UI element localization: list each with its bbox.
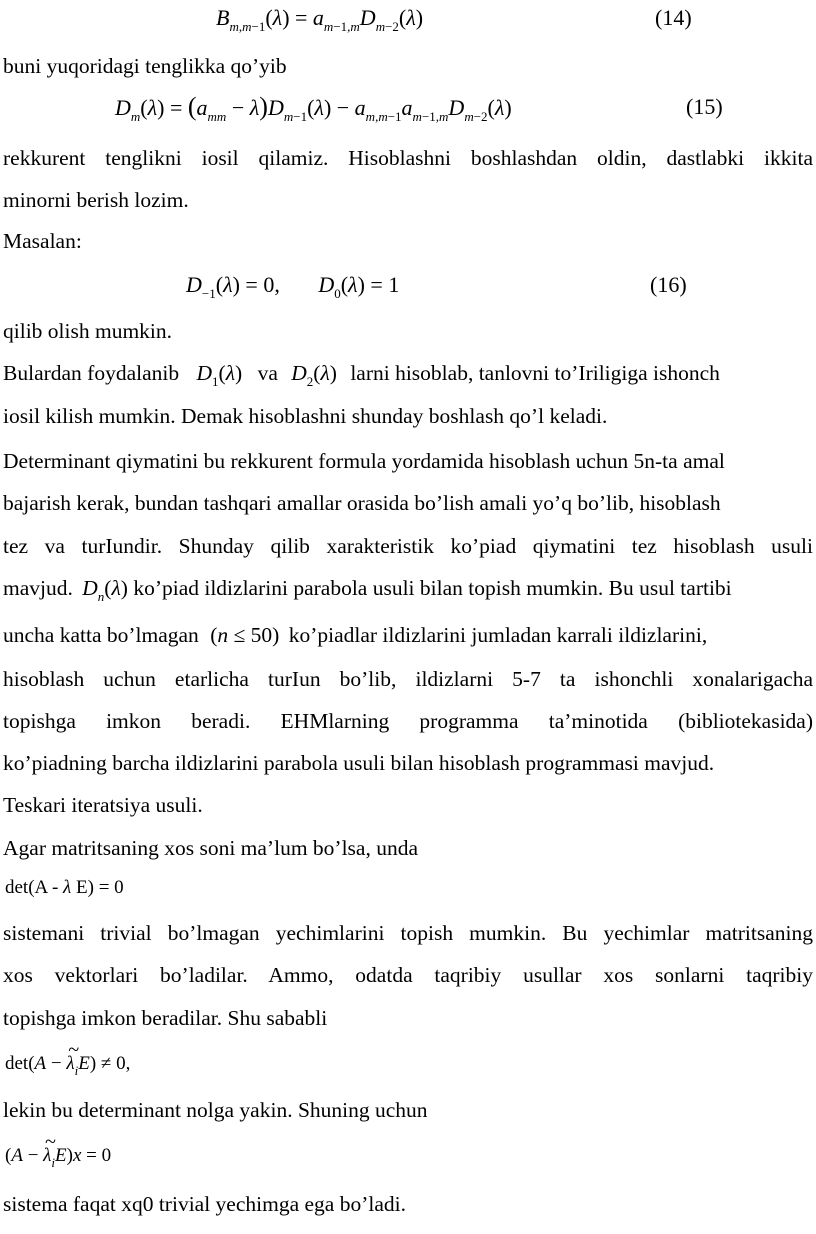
det-equation: det(A - λ E) = 0: [5, 877, 124, 898]
text-span: ko’piadlar ildizlarini jumladan karrali ildizlarini,: [288, 623, 708, 647]
paragraph-line: topishga imkon beradilar. Shu sababli: [3, 1006, 328, 1030]
paragraph-line: sistema faqat xq0 trivial yechimga ega bo’ladi.: [3, 1192, 406, 1216]
paragraph-line: Agar matritsaning xos soni ma’lum bo’lsa, unda: [3, 836, 418, 860]
inline-formula-n-le-50: (n ≤ 50): [210, 623, 280, 647]
equation-15: $D_m(\lambda) = (a_{mm} - \lambda)D_{m-1}(\lambda) - a_{m,m-1}a_{m-1,m}D_{m-2}(\lambda)$: [115, 92, 512, 124]
equation-16-right-value: 1: [388, 272, 400, 297]
paragraph-line: sistemani trivial bo’lmagan yechimlarini topish mumkin. Bu yechimlar matritsaning: [3, 921, 813, 945]
det-suffix: E): [76, 877, 94, 898]
det-approx-prefix: det(: [5, 1053, 35, 1074]
paragraph-line: tez va turIundir. Shunday qilib xarakteristik ko’piad qiymatini tez hisoblash usuli: [3, 534, 813, 558]
inline-formula-d1: $D_1(\lambda)$: [196, 361, 243, 389]
paragraph-line: topishga imkon beradi. EHMlarning programma ta’minotida (bibliotekasida): [3, 709, 813, 733]
text-span: ko’piad ildizlarini parabola usuli bilan topish mumkin. Bu usul tartibi: [133, 576, 732, 600]
equation-16-number: (16): [650, 272, 687, 297]
det-prefix: det(A -: [5, 877, 59, 898]
paragraph-line: bajarish kerak, bundan tashqari amallar orasida bo’lish amali yo’q bo’lib, hisoblash: [3, 491, 721, 515]
paragraph-line-with-formula: [3, 575, 813, 604]
paragraph-line: Determinant qiymatini bu rekkurent formula yordamida hisoblash uchun 5n-ta amal: [3, 449, 725, 473]
paragraph-line: buni yuqoridagi tenglikka qo’yib: [3, 54, 287, 78]
paragraph-line: qilib olish mumkin.: [3, 319, 173, 343]
text-span: uncha katta bo’lmagan: [3, 623, 199, 647]
paragraph-line: rekkurent tenglikni iosil qilamiz. Hisoblashni boshlashdan oldin, dastlabki ikkita: [3, 146, 813, 170]
section-heading: Teskari iteratsiya usuli.: [3, 793, 203, 817]
text-span: va: [257, 361, 278, 385]
equation-14: $B_{m,m-1}(\lambda) = a_{m-1,m}D_{m-2}(\lambda)$: [216, 5, 424, 34]
linear-system-equation: (A − ~ $\lambda_iE)x = 0$: [5, 1141, 111, 1171]
paragraph-line-with-formula: [3, 360, 813, 389]
text-span: Bulardan foydalanib: [3, 361, 180, 385]
paragraph-line: hisoblash uchun etarlicha turIun bo’lib, ildizlarni 5-7 ta ishonchli xonalarigacha: [3, 667, 813, 691]
det-equals: = 0: [98, 877, 124, 898]
text-span: mavjud.: [3, 576, 73, 600]
det-approx-rhs: ≠ 0,: [100, 1053, 131, 1074]
paragraph-line: iosil kilish mumkin. Demak hisoblashni shunday boshlash qo’l keladi.: [3, 404, 608, 428]
equation-14-number: (14): [655, 5, 692, 30]
paragraph-line: xos vektorlari bo’ladilar. Ammo, odatda taqribiy usullar xos sonlarni taqribiy: [3, 963, 813, 987]
paragraph-line-with-formula: [3, 622, 813, 648]
inline-formula-d2: $D_2(\lambda)$: [291, 361, 337, 389]
equation-16-left-value: 0,: [263, 272, 280, 297]
equation-15-number: (15): [686, 94, 723, 119]
equation-16: $D_{-1}(\lambda) = 0$, $D_0(\lambda) = 1$: [186, 272, 400, 301]
paragraph-line: Masalan:: [3, 229, 82, 253]
paragraph-line: ko’piadning barcha ildizlarini parabola usuli bilan hisoblash programmasi mavjud.: [3, 751, 715, 775]
det-approx-equation: det(A − ~ $\lambda_iE) \ne 0$,: [5, 1049, 130, 1079]
linear-system-rhs: = 0: [86, 1145, 112, 1166]
paragraph-line: lekin bu determinant nolga yakin. Shuning uchun: [3, 1098, 428, 1122]
text-span: larni hisoblab, tanlovni to’Iriligiga ishonch: [350, 361, 720, 385]
inline-formula-dn: $D_n(\lambda)$: [82, 576, 128, 604]
paragraph-line: minorni berish lozim.: [3, 188, 189, 212]
